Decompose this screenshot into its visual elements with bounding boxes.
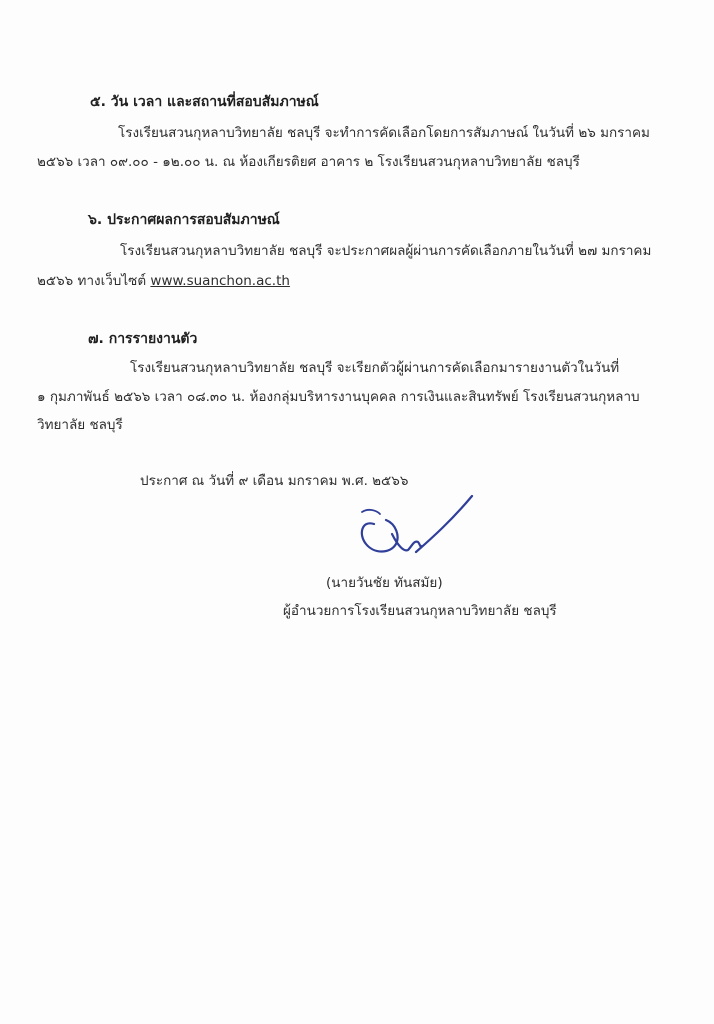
section5-heading: ๕. วัน เวลา และสถานที่สอบสัมภาษณ์ [90, 94, 319, 110]
signature-image [356, 490, 476, 570]
section7-line3: วิทยาลัย ชลบุรี [37, 417, 123, 433]
announcement-date: ประกาศ ณ วันที่ ๙ เดือน มกราคม พ.ศ. ๒๕๖๖ [140, 473, 409, 489]
section6-heading: ๖. ประกาศผลการสอบสัมภาษณ์ [88, 212, 280, 228]
section6-line2-prefix: ๒๕๖๖ ทางเว็บไซต์ [37, 273, 151, 289]
section7-line1: โรงเรียนสวนกุหลาบวิทยาลัย ชลบุรี จะเรียกตัวผู้ผ่านการคัดเลือกมารายงานตัวในวันที่ [130, 360, 620, 376]
section7-heading: ๗. การรายงานตัว [88, 331, 198, 347]
section5-line2: ๒๕๖๖ เวลา ๐๙.๐๐ - ๑๒.๐๐ น. ณ ห้องเกียรติยศ อาคาร ๒ โรงเรียนสวนกุหลาบวิทยาลัย ชลบุรี [37, 154, 580, 170]
section5-line1: โรงเรียนสวนกุหลาบวิทยาลัย ชลบุรี จะทำการคัดเลือกโดยการสัมภาษณ์ ในวันที่ ๒๖ มกราคม [118, 125, 650, 141]
signer-name: (นายวันชัย ทันสมัย) [326, 575, 443, 591]
website-link[interactable]: www.suanchon.ac.th [150, 273, 290, 289]
section7-line2: ๑ กุมภาพันธ์ ๒๕๖๖ เวลา ๐๘.๓๐ น. ห้องกลุ่มบริหารงานบุคคล การเงินและสินทรัพย์ โรงเรียนสวนกุหลาบ [37, 389, 640, 405]
signer-title: ผู้อำนวยการโรงเรียนสวนกุหลาบวิทยาลัย ชลบุรี [283, 603, 557, 619]
section6-line1: โรงเรียนสวนกุหลาบวิทยาลัย ชลบุรี จะประกาศผลผู้ผ่านการคัดเลือกภายในวันที่ ๒๗ มกราคม [120, 243, 652, 259]
section6-line2 [37, 272, 290, 290]
